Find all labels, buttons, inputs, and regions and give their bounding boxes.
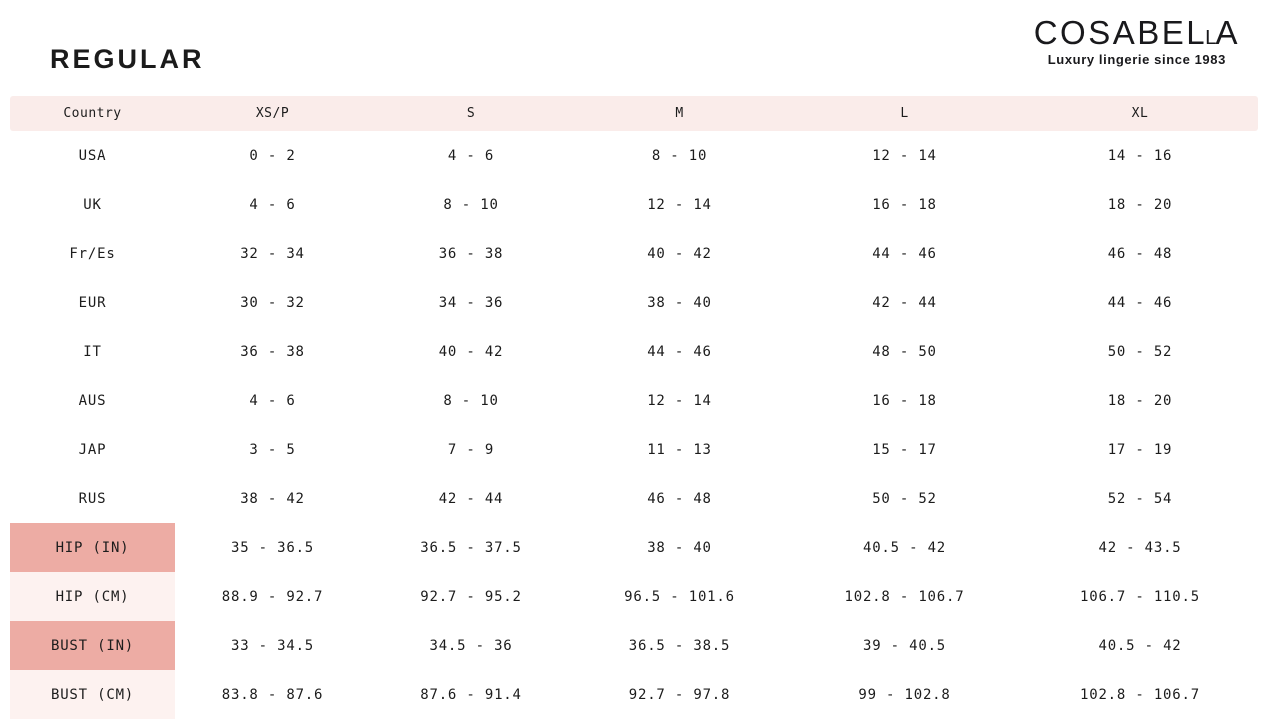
size-value-cell: 39 - 40.5 — [862, 637, 947, 654]
size-value-cell: 35 - 36.5 — [230, 539, 315, 556]
size-value-cell: 17 - 19 — [1107, 441, 1173, 458]
size-value-cell: 7 - 9 — [447, 441, 495, 458]
size-value-cell: 52 - 54 — [1107, 490, 1173, 507]
size-value-cell: 8 - 10 — [651, 147, 708, 164]
size-value-cell: 33 - 34.5 — [230, 637, 315, 654]
size-value-cell: 4 - 6 — [249, 196, 296, 213]
size-value-cell: 42 - 44 — [872, 294, 937, 311]
size-value-cell: 11 - 13 — [647, 441, 712, 458]
table-row — [10, 180, 1258, 229]
size-chart-table — [10, 96, 1258, 719]
size-value-cell: 50 - 52 — [872, 490, 937, 507]
size-value-cell: 14 - 16 — [1107, 147, 1173, 164]
size-value-cell: 8 - 10 — [443, 196, 499, 213]
size-value-cell: 40.5 - 42 — [862, 539, 947, 556]
size-value-cell: 30 - 32 — [240, 294, 305, 311]
column-header-m: M — [572, 96, 787, 131]
size-value-cell: 4 - 6 — [447, 147, 495, 164]
column-header-country: Country — [10, 96, 175, 131]
row-label: EUR — [78, 294, 107, 311]
row-label: BUST (CM) — [10, 670, 175, 719]
brand-name-prefix: COSABEL — [1033, 14, 1208, 51]
row-label: UK — [83, 196, 102, 213]
size-value-cell: 42 - 43.5 — [1098, 539, 1182, 556]
size-value-cell: 15 - 17 — [872, 441, 937, 458]
brand-logo — [1034, 16, 1240, 67]
size-value-cell: 38 - 42 — [240, 490, 305, 507]
size-value-cell: 46 - 48 — [647, 490, 712, 507]
size-value-cell: 48 - 50 — [872, 343, 937, 360]
table-row — [10, 327, 1258, 376]
row-label: IT — [83, 343, 102, 360]
size-value-cell: 0 - 2 — [249, 147, 296, 164]
table-row — [10, 621, 1258, 670]
table-row — [10, 425, 1258, 474]
table-row — [10, 131, 1258, 180]
size-value-cell: 16 - 18 — [872, 392, 937, 409]
row-label: JAP — [78, 441, 107, 458]
row-label: HIP (IN) — [10, 523, 175, 572]
size-value-cell: 106.7 - 110.5 — [1080, 588, 1200, 605]
brand-name-small-l: L — [1205, 26, 1217, 49]
size-value-cell: 102.8 - 106.7 — [844, 588, 965, 605]
size-value-cell: 36 - 38 — [438, 245, 504, 262]
row-label: USA — [78, 147, 107, 164]
size-table-body — [10, 131, 1258, 719]
size-value-cell: 8 - 10 — [443, 392, 499, 409]
size-value-cell: 36.5 - 37.5 — [420, 539, 522, 556]
size-value-cell: 32 - 34 — [240, 245, 305, 262]
size-value-cell: 99 - 102.8 — [858, 686, 951, 703]
size-value-cell: 96.5 - 101.6 — [624, 588, 735, 605]
brand-name — [1034, 16, 1240, 51]
table-header-row — [10, 96, 1258, 131]
size-value-cell: 50 - 52 — [1107, 343, 1173, 360]
size-value-cell: 36 - 38 — [240, 343, 305, 360]
size-value-cell: 34 - 36 — [438, 294, 504, 311]
column-header-xl: XL — [1022, 96, 1258, 131]
size-value-cell: 3 - 5 — [249, 441, 296, 458]
table-row — [10, 278, 1258, 327]
table-row — [10, 670, 1258, 719]
size-value-cell: 44 - 46 — [1107, 294, 1173, 311]
row-label: RUS — [78, 490, 107, 507]
size-value-cell: 40 - 42 — [647, 245, 712, 262]
size-value-cell: 34.5 - 36 — [429, 637, 513, 654]
table-row — [10, 229, 1258, 278]
table-row — [10, 572, 1258, 621]
table-row — [10, 523, 1258, 572]
column-header-l: L — [787, 96, 1022, 131]
brand-tagline: Luxury lingerie since 1983 — [1047, 51, 1226, 67]
size-value-cell: 12 - 14 — [647, 392, 712, 409]
size-value-cell: 40.5 - 42 — [1098, 637, 1182, 654]
size-value-cell: 16 - 18 — [872, 196, 937, 213]
column-header-xs-p: XS/P — [175, 96, 370, 131]
row-label: BUST (IN) — [10, 621, 175, 670]
size-value-cell: 18 - 20 — [1107, 392, 1173, 409]
size-value-cell: 12 - 14 — [872, 147, 937, 164]
size-value-cell: 38 - 40 — [647, 539, 712, 556]
size-value-cell: 46 - 48 — [1107, 245, 1173, 262]
size-value-cell: 12 - 14 — [647, 196, 712, 213]
size-value-cell: 44 - 46 — [872, 245, 937, 262]
size-value-cell: 83.8 - 87.6 — [221, 686, 324, 703]
size-value-cell: 18 - 20 — [1107, 196, 1173, 213]
column-header-s: S — [370, 96, 572, 131]
size-value-cell: 42 - 44 — [438, 490, 504, 507]
size-value-cell: 38 - 40 — [647, 294, 712, 311]
size-value-cell: 92.7 - 97.8 — [628, 686, 731, 703]
size-value-cell: 87.6 - 91.4 — [420, 686, 522, 703]
size-value-cell: 4 - 6 — [249, 392, 296, 409]
size-value-cell: 102.8 - 106.7 — [1080, 686, 1200, 703]
row-label: AUS — [78, 392, 107, 409]
size-value-cell: 40 - 42 — [438, 343, 504, 360]
row-label: HIP (CM) — [10, 572, 175, 621]
page-title: REGULAR — [50, 44, 205, 74]
row-label: Fr/Es — [69, 245, 116, 262]
size-value-cell: 44 - 46 — [647, 343, 712, 360]
size-value-cell: 36.5 - 38.5 — [628, 637, 731, 654]
size-value-cell: 92.7 - 95.2 — [420, 588, 522, 605]
size-value-cell: 88.9 - 92.7 — [221, 588, 324, 605]
table-row — [10, 376, 1258, 425]
brand-name-suffix: A — [1215, 14, 1240, 51]
table-row — [10, 474, 1258, 523]
